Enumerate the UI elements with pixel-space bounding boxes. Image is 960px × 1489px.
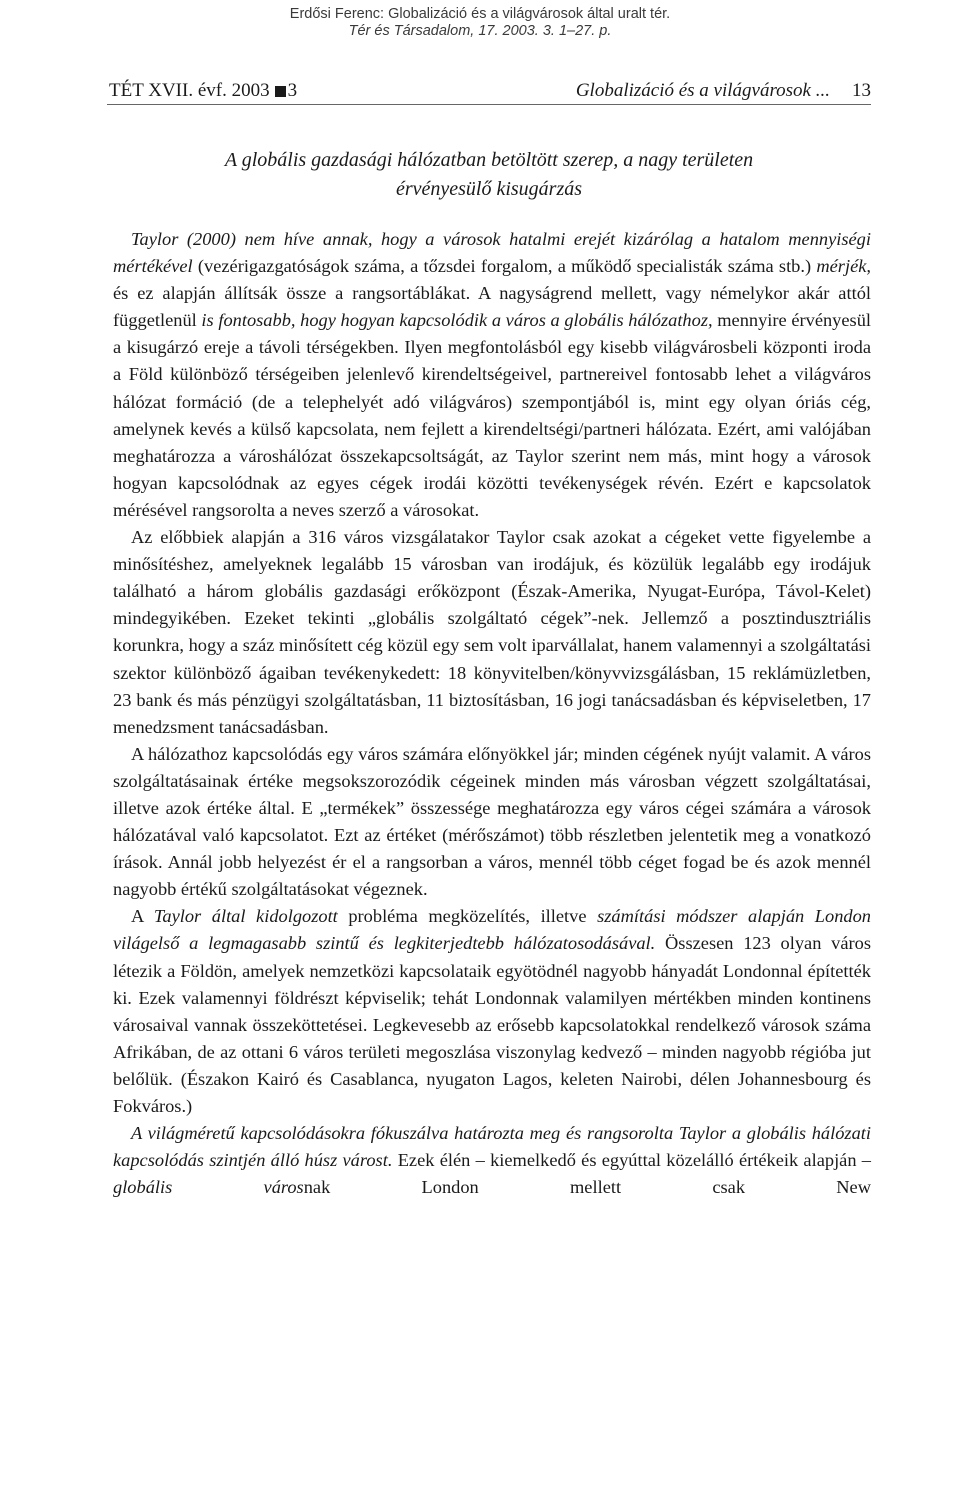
section-heading [107, 146, 871, 204]
p5-text-2: nak London mellett csak New [303, 1177, 871, 1198]
square-bullet-icon [275, 86, 286, 97]
p1-italic-2: mérjék, [816, 256, 871, 277]
paragraph-1 [113, 226, 871, 524]
paragraph-3: A hálózathoz kapcsolódás egy város számára előnyökkel jár; minden cégének nyújt valamit. A város szolgáltatásainak értéke megsokszorozódik cégeinek minden más városban végzett szolgáltatásai, illetve azok értéke által. E „termékek” összessége meghatározza egy város cégei számára a városok hálózatával való kapcsolatot. Ezt az értéket (mérőszámot) több részletben jelentetik meg a vonatkozó írások. Annál jobb helyezést ér el a rangsorban a város, mennél több céget fogad be és azok mennél nagyobb értékű szolgáltatásokat végeznek. [113, 743, 871, 900]
p4-italic-2: számítási módszer alapján London világelső a legmagasabb szintű és legkiterjedtebb hálózatosodásával. [113, 906, 871, 954]
running-head [107, 80, 871, 105]
paragraph-4 [113, 903, 871, 1120]
p1-text-1: (vezérigazgatóságok száma, a tőzsdei forgalom, a működő specialisták száma stb.) [192, 256, 817, 277]
section-title: Globalizáció és a világvárosok ... [575, 80, 830, 101]
issue-number: 3 [287, 80, 298, 101]
p5-italic-1: A világméretű kapcsolódásokra fókuszálva határozta meg és rangsorolta Taylor a globális hálózati kapcsolódás szintjén álló húsz várost. [113, 1123, 871, 1171]
p4-text-2: probléma megközelítés, illetve [337, 906, 598, 927]
p4-text-3: Összesen 123 olyan város létezik a Földön, amelyek nemzetközi kapcsolataik egyötödnél nagyobb hányadát Londonnal építették ki. Ezek valamennyi földrészt képviselik; tehát Londonnak valamilyen mértékben minden kontinens városaival vannak összeköttetései. Legkevesebb az erősebb kapcsolatokkal rendelkező városok száma Afrikában, de az ottani 6 város területi megoszlása viszonylag kedvező – minden nagyobb régióba jut belőlük. (Északon Kairó és Casablanca, nyugaton Lagos, keleten Nairobi, délen Johannesbourg és Fokváros.) [113, 933, 872, 1116]
p1-italic-3: is fontosabb, hogy hogyan kapcsolódik a város a globális hálózathoz, [201, 310, 713, 331]
citation-line-2: Tér és Társadalom, 17. 2003. 3. 1–27. p. [348, 23, 612, 39]
citation-line-1: Erdősi Ferenc: Globalizáció és a világvárosok által uralt tér. [289, 6, 671, 22]
p4-text-1: A [131, 906, 154, 927]
running-head-left [109, 80, 297, 102]
section-heading-line-1: A globális gazdasági hálózatban betöltött szerep, a nagy területen [224, 149, 754, 171]
journal-volume: TÉT XVII. évf. 2003 [109, 80, 270, 101]
running-head-right [576, 80, 871, 102]
body-text [113, 226, 871, 1201]
p1-text-2: és ez alapján állítsák össze a rangsortáblákat. A nagyságrend mellett, vagy némelykor akár attól függetlenül [113, 283, 871, 331]
p5-italic-2: globális város [113, 1177, 304, 1198]
p1-text-3: mennyire érvényesül a kisugárzó ereje a távoli térségekben. Ilyen megfontolásból egy kisebb világvárosbeli központi iroda a Föld különböző térségeiben jelenlevő kirendeltségeivel, partnereivel fontosabb lehet a világváros hálózat formáció (de a telephelyét adó világváros) szempontjából is, mint egy olyan óriás cég, amelynek kevés a külső kapcsolata, nem fejlett a kirendeltségi/partneri hálózata. Ezért, ami valójában meghatározza a városhálózat összekapcsoltságát, az Taylor szerint nem más, mint hogy a városok hogyan kapcsolódnak az egyes cégek irodái közötti tevékenységek révén. Ezért e kapcsolatok mérésével rangsorolta a neves szerző a városokat. [113, 310, 871, 520]
paragraph-5 [113, 1120, 871, 1201]
section-heading-line-2: érvényesülő kisugárzás [395, 178, 583, 200]
p5-text-1: Ezek élén – kiemelkedő és egyúttal közelálló értékeik alapján – [392, 1150, 871, 1171]
citation-header [0, 6, 960, 40]
p1-italic-1: Taylor (2000) nem híve annak, hogy a városok hatalmi erejét kizárólag a hatalom mennyiségi mértékével [113, 229, 871, 277]
paragraph-2: Az előbbiek alapján a 316 város vizsgálatakor Taylor csak azokat a cégeket vette figyelembe a minősítéshez, amelyeknek legalább 15 városban van irodájuk, és közülük legalább egy irodájuk található a három globális gazdasági erőközpont (Észak-Amerika, Nyugat-Európa, Távol-Kelet) mindegyikében. Ezeket tekinti „globális szolgáltató cégek”-nek. Jellemző a posztindusztriális korunkra, hogy a száz minősített cég közül egy sem volt iparvállalat, hanem valamennyi a szolgáltatási szektor különböző ágaiban tevékenykedett: 18 könyvitelben/könyvvizsgálásban, 15 reklámüzletben, 23 bank és más pénzügyi szolgáltatásban, 11 biztosításban, 16 jogi tanácsadásban és képviseletben, 17 menedzsment tanácsadásban. [113, 527, 871, 737]
page-number: 13 [852, 80, 871, 101]
p4-italic-1: Taylor által kidolgozott [153, 906, 338, 927]
